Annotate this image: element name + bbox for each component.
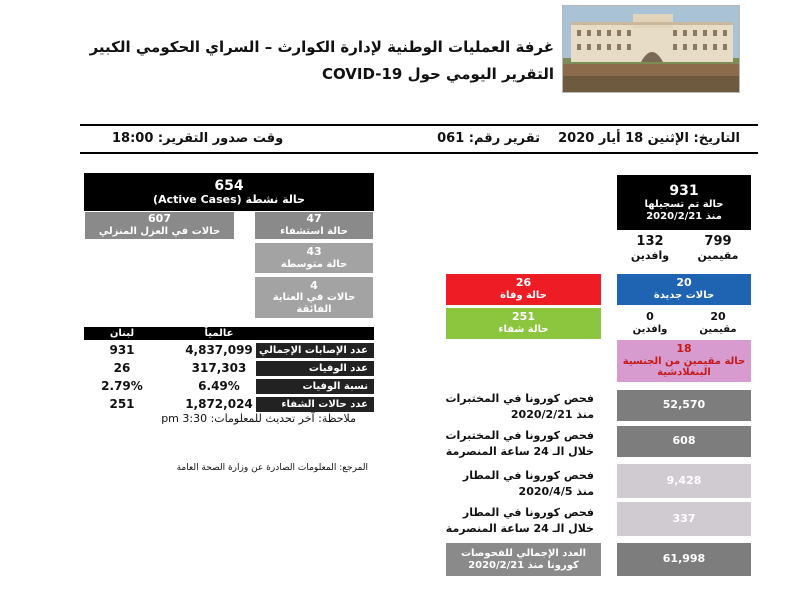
test-value: 337 bbox=[672, 511, 696, 525]
home-isolation-box bbox=[84, 211, 235, 240]
test-value-box bbox=[617, 426, 751, 457]
new-arrivals-label: وافدين bbox=[632, 323, 668, 335]
new-arrivals-count: 0 bbox=[646, 309, 654, 323]
new-residents-count: 20 bbox=[710, 309, 726, 323]
stats-lebanon-value: 2.79% bbox=[101, 379, 143, 393]
stats-lebanon-value: 26 bbox=[113, 361, 131, 375]
moderate-count: 43 bbox=[306, 244, 322, 258]
grand-serail-image bbox=[562, 5, 740, 93]
test-value-box bbox=[617, 464, 751, 498]
bangladeshi-label: حالة مقيمين من الجنسية البنغلادشية bbox=[622, 355, 746, 379]
test-label: فحص كورونا في المختبرات خلال الـ 24 ساعة المنصرمة bbox=[445, 429, 594, 458]
stats-global-value: 1,872,024 bbox=[185, 397, 253, 411]
recovered-label: حالة شفاء bbox=[498, 324, 549, 336]
total-cases-box bbox=[617, 175, 751, 230]
home-isolation-label: حالات في العزل المنزلي bbox=[98, 226, 221, 238]
moderate-label: حالة متوسطة bbox=[280, 258, 348, 270]
active-cases-label-ar: حالة نشطة bbox=[245, 192, 305, 206]
report-number: تقرير رقم: 061 bbox=[437, 131, 540, 146]
test-value-box bbox=[617, 502, 751, 536]
stats-row-label: عدد حالات الشفاء bbox=[256, 397, 374, 412]
moderate-box bbox=[254, 242, 374, 274]
total-cases-since: منذ 2020/2/21 bbox=[646, 210, 722, 222]
update-note: ملاحظة: آخر تحديث للمعلومات: 3:30 pm bbox=[161, 412, 356, 425]
stats-global-value: 317,303 bbox=[191, 361, 247, 375]
total-tests-label-box bbox=[446, 543, 601, 576]
test-value: 608 bbox=[672, 434, 696, 448]
test-value: 52,570 bbox=[662, 398, 706, 412]
stats-row-label: نسبة الوفيات bbox=[256, 379, 374, 394]
test-label: فحص كورونا في المطار خلال الـ 24 ساعة المنصرمة bbox=[445, 506, 594, 535]
total-tests-label: العدد الإجمالي للفحوصات كورونا منذ 2020/2/21 bbox=[460, 548, 587, 571]
stats-col-lebanon: لبنان bbox=[109, 328, 135, 339]
icu-count: 4 bbox=[310, 278, 318, 292]
bangladeshi-box bbox=[617, 340, 751, 382]
stats-col-global: عالمياً bbox=[204, 328, 234, 339]
reference-note: المرجع: المعلومات الصادرة عن وزارة الصحة العامة bbox=[176, 463, 368, 473]
total-cases-label: حالة تم تسجيلها bbox=[644, 199, 724, 211]
hospitalized-box bbox=[254, 211, 374, 240]
report-time: وقت صدور التقرير: 18:00 bbox=[112, 131, 284, 146]
icu-label: حالات في العناية الفائقة bbox=[272, 292, 356, 315]
new-cases-box bbox=[617, 274, 751, 305]
hospitalized-count: 47 bbox=[306, 212, 322, 226]
new-arrivals-box bbox=[617, 308, 683, 338]
residents-count: 799 bbox=[704, 234, 732, 250]
residents-label: مقيمين bbox=[697, 249, 739, 263]
new-cases-label: حالات جديدة bbox=[653, 290, 715, 302]
total-cases-count: 931 bbox=[669, 182, 699, 199]
meta-bar bbox=[80, 124, 758, 154]
deaths-box bbox=[446, 274, 601, 305]
deaths-label: حالة وفاة bbox=[500, 290, 547, 302]
test-label: فحص كورونا في المختبرات منذ 2020/2/21 bbox=[445, 392, 594, 421]
new-residents-label: مقيمين bbox=[699, 323, 737, 335]
arrivals-box bbox=[617, 231, 683, 267]
hospitalized-label: حالة استشفاء bbox=[280, 226, 348, 238]
test-label: فحص كورونا في المطار منذ 2020/4/5 bbox=[462, 469, 594, 498]
active-cases-label-en: (Active Cases) bbox=[153, 192, 242, 206]
arrivals-count: 132 bbox=[636, 234, 664, 250]
new-cases-count: 20 bbox=[676, 276, 692, 290]
arrivals-label: وافدين bbox=[630, 249, 670, 263]
recovered-box bbox=[446, 308, 601, 339]
header-title: غرفة العمليات الوطنية لإدارة الكوارث – السراي الحكومي الكبير bbox=[89, 38, 554, 56]
recovered-count: 251 bbox=[512, 310, 535, 324]
icu-box bbox=[254, 276, 374, 319]
report-date: التاريخ: الإثنين 18 أيار 2020 bbox=[558, 131, 740, 146]
header-subtitle: التقرير اليومي حول COVID-19 bbox=[321, 65, 554, 83]
stats-row-label: عدد الوفيات bbox=[256, 361, 374, 376]
total-tests-value-box bbox=[617, 543, 751, 576]
active-cases-label bbox=[153, 194, 305, 207]
new-residents-box bbox=[685, 308, 751, 338]
active-cases-count: 654 bbox=[214, 177, 244, 194]
stats-table bbox=[84, 327, 374, 413]
home-isolation-count: 607 bbox=[148, 212, 171, 226]
stats-lebanon-value: 251 bbox=[109, 397, 135, 411]
stats-header bbox=[84, 327, 374, 340]
stats-row-label: عدد الإصابات الإجمالي bbox=[256, 343, 374, 358]
deaths-count: 26 bbox=[515, 276, 532, 290]
stats-global-value: 6.49% bbox=[198, 379, 240, 393]
test-value-box bbox=[617, 390, 751, 421]
stats-global-value: 4,837,099 bbox=[185, 343, 253, 357]
total-tests-value: 61,998 bbox=[662, 552, 706, 566]
test-value: 9,428 bbox=[666, 473, 702, 487]
stats-lebanon-value: 931 bbox=[109, 343, 135, 357]
active-cases-box bbox=[84, 173, 374, 211]
residents-box bbox=[685, 231, 751, 267]
bangladeshi-count: 18 bbox=[676, 342, 692, 356]
